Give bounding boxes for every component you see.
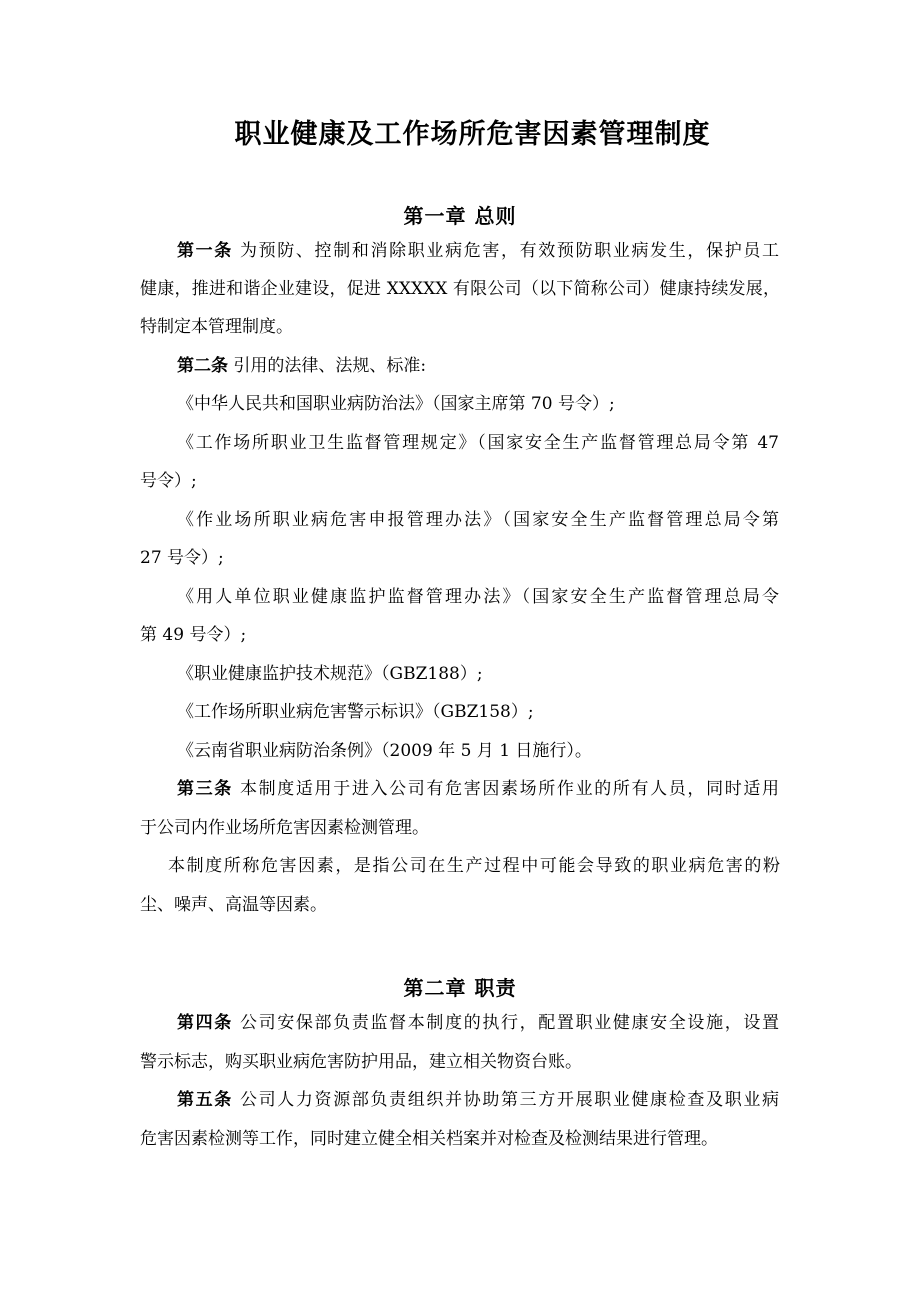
reference-line: 《作业场所职业病危害申报管理办法》（国家安全生产监督管理总局令第 — [177, 510, 779, 530]
document-title: 职业健康及工作场所危害因素管理制度 — [234, 119, 711, 150]
article-1-text-1: 为预防、控制和消除职业病危害，有效预防职业病发生，保护员工 — [232, 241, 780, 261]
article-3-line-1 — [177, 777, 779, 801]
article-4-line-1 — [177, 1011, 779, 1035]
article-4-line-2: 警示标志，购买职业病危害防护用品，建立相关物资台账。 — [140, 1052, 582, 1072]
reference-line: 《云南省职业病防治条例》（2009 年 5 月 1 日施行）。 — [177, 741, 592, 761]
article-3-line-3: 本制度所称危害因素，是指公司在生产过程中可能会导致的职业病危害的粉 — [168, 856, 780, 876]
reference-line: 《工作场所职业卫生监督管理规定》（国家安全生产监督管理总局令第 47 — [177, 433, 779, 453]
reference-line: 《职业健康监护技术规范》（GBZ188）; — [177, 664, 483, 684]
chapter-1-heading: 第一章 总则 — [403, 204, 517, 228]
reference-line: 27 号令）; — [140, 548, 224, 568]
chapter-2-heading: 第二章 职责 — [403, 976, 517, 1000]
reference-line: 《中华人民共和国职业病防治法》（国家主席第 70 号令）; — [177, 394, 615, 414]
reference-line: 号令）; — [140, 471, 197, 491]
reference-line: 《用人单位职业健康监护监督管理办法》（国家安全生产监督管理总局令 — [177, 587, 779, 607]
article-1-line-3: 特制定本管理制度。 — [140, 317, 293, 337]
article-1-line-2: 健康，推进和谐企业建设，促进 XXXXX 有限公司（以下简称公司）健康持续发展， — [140, 279, 780, 299]
article-1-label: 第一条 — [177, 241, 233, 261]
reference-line: 《工作场所职业病危害警示标识》（GBZ158）; — [177, 702, 534, 722]
article-5-text-1: 公司人力资源部负责组织并协助第三方开展职业健康检查及职业病 — [232, 1090, 780, 1110]
article-5-line-1 — [177, 1088, 779, 1112]
article-5-line-2: 危害因素检测等工作，同时建立健全相关档案并对检查及检测结果进行管理。 — [140, 1129, 718, 1149]
article-4-text-1: 公司安保部负责监督本制度的执行，配置职业健康安全设施，设置 — [232, 1013, 780, 1033]
article-2-text-1: 引用的法律、法规、标准: — [228, 356, 427, 376]
article-4-label: 第四条 — [177, 1013, 233, 1033]
article-3-text-1: 本制度适用于进入公司有危害因素场所作业的所有人员，同时适用 — [232, 779, 780, 799]
article-3-line-4: 尘、噪声、高温等因素。 — [140, 895, 327, 915]
article-3-line-2: 于公司内作业场所危害因素检测管理。 — [140, 818, 429, 838]
article-1-line-1 — [177, 239, 779, 263]
article-2-label: 第二条 — [177, 356, 228, 376]
article-5-label: 第五条 — [177, 1090, 233, 1110]
reference-line: 第 49 号令）; — [140, 625, 247, 645]
article-3-label: 第三条 — [177, 779, 233, 799]
article-2-line-1 — [177, 354, 779, 378]
